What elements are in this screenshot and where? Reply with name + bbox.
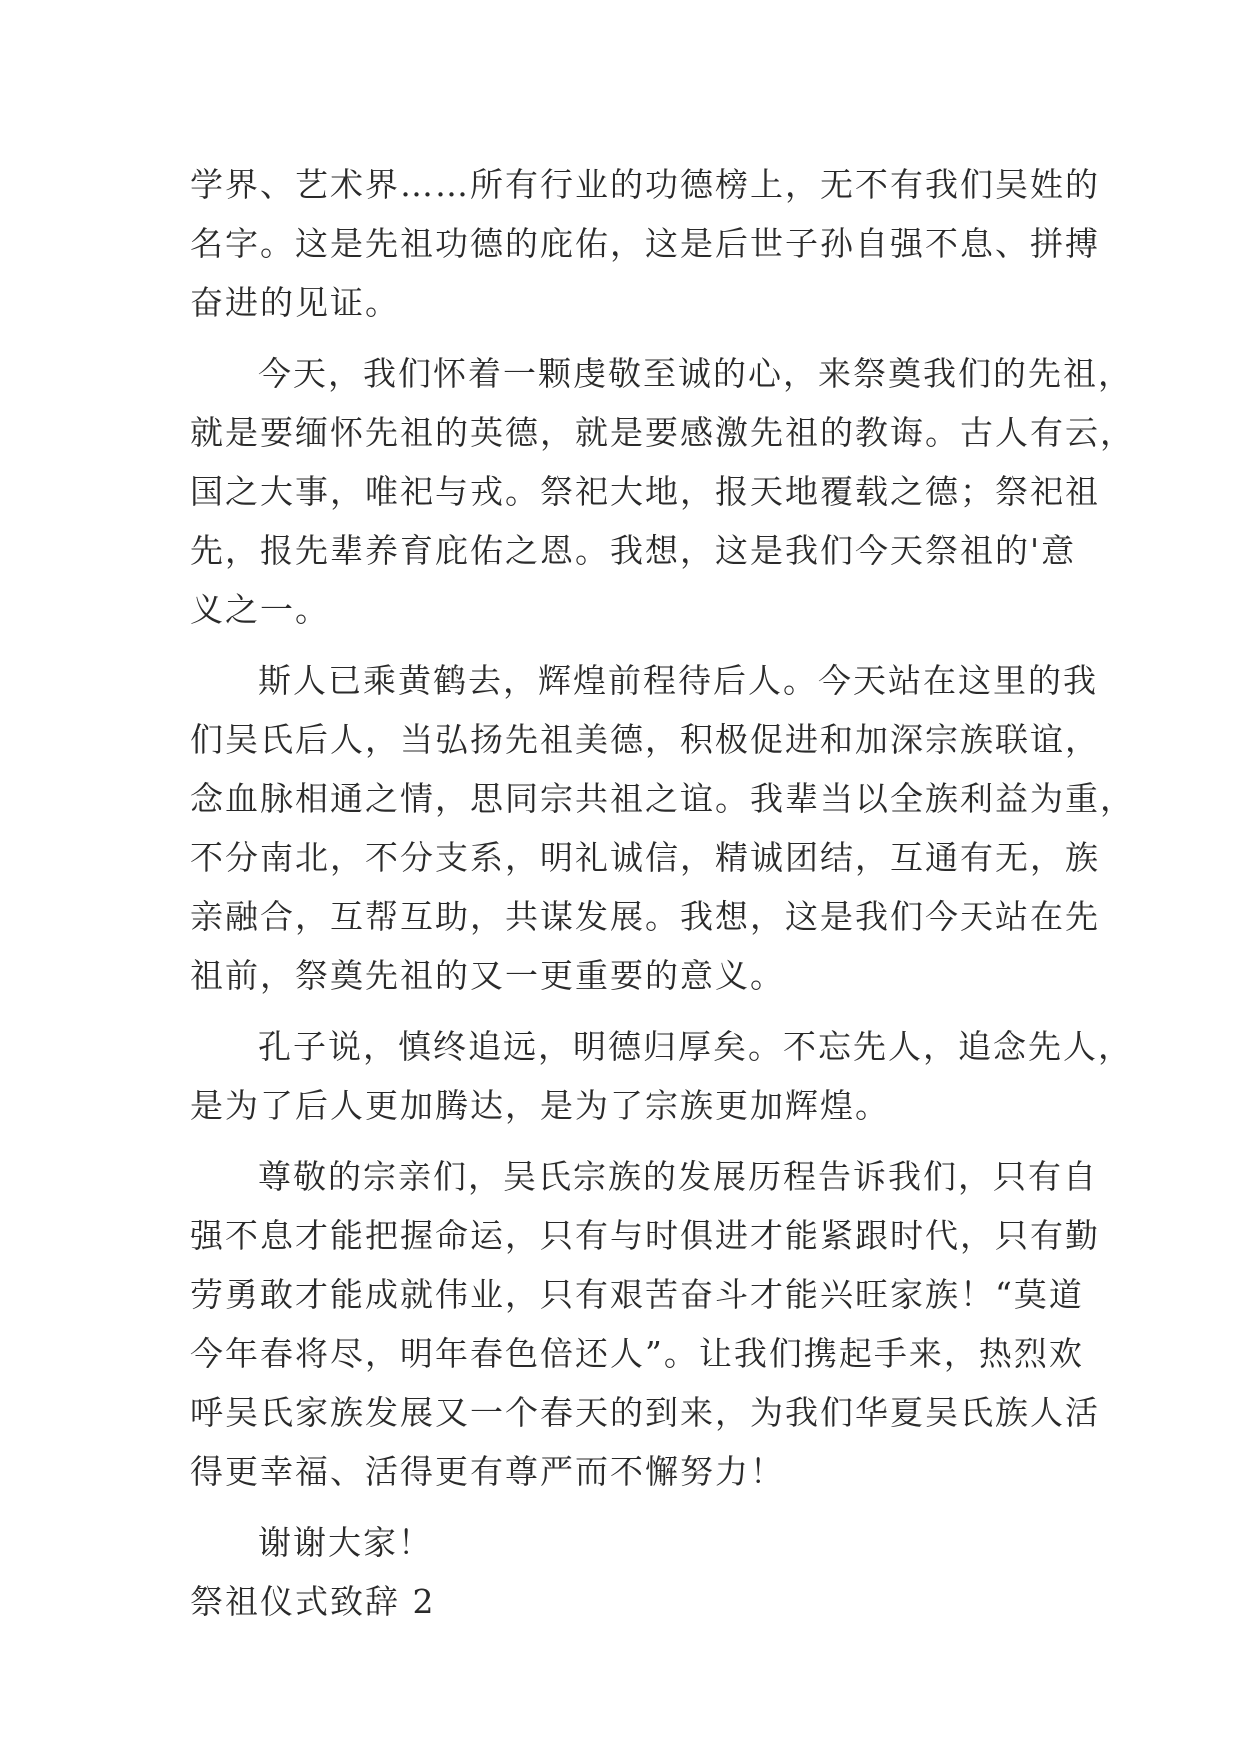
text-line: 就是要缅怀先祖的英德，就是要感激先祖的教诲。古人有云， [190,413,1135,452]
text-line: 孔子说，慎终追远，明德归厚矣。不忘先人，追念先人， [258,1027,1133,1066]
text-line: 祖前，祭奠先祖的又一更重要的意义。 [190,956,785,995]
section-heading: 祭祖仪式致辞 2 [190,1582,436,1621]
text-line: 奋进的见证。 [190,283,400,322]
text-line: 念血脉相通之情，思同宗共祖之谊。我辈当以全族利益为重， [190,779,1135,818]
document-body [190,155,1135,1631]
paragraph-6 [190,1513,1070,1572]
text-line: 劳勇敢才能成就伟业，只有艰苦奋斗才能兴旺家族！“莫道 [190,1275,1084,1314]
text-line: 斯人已乘黄鹤去，辉煌前程待后人。今天站在这里的我 [258,661,1098,700]
paragraph-5 [190,1147,1100,1501]
paragraph-3 [190,651,1135,1005]
text-line: 不分南北，不分支系，明礼诚信，精诚团结，互通有无，族 [190,838,1100,877]
text-line: 先，报先辈养育庇佑之恩。我想，这是我们今天祭祖的'意 [190,531,1077,570]
text-line: 得更幸福、活得更有尊严而不懈努力！ [190,1452,785,1491]
text-line: 名字。这是先祖功德的庇佑，这是后世子孙自强不息、拼搏 [190,224,1100,263]
text-line: 亲融合，互帮互助，共谋发展。我想，这是我们今天站在先 [190,897,1100,936]
text-line: 尊敬的宗亲们，吴氏宗族的发展历程告诉我们，只有自 [258,1157,1098,1196]
paragraph-4 [190,1017,1133,1135]
text-line: 呼吴氏家族发展又一个春天的到来，为我们华夏吴氏族人活 [190,1393,1100,1432]
paragraph-1 [190,155,1100,332]
text-line: 是为了后人更加腾达，是为了宗族更加辉煌。 [190,1086,890,1125]
text-line: 们吴氏后人，当弘扬先祖美德，积极促进和加深宗族联谊， [190,720,1100,759]
text-line: 谢谢大家！ [258,1523,433,1562]
text-line: 今年春将尽，明年春色倍还人”。让我们携起手来，热烈欢 [190,1334,1084,1373]
text-line: 强不息才能把握命运，只有与时俱进才能紧跟时代，只有勤 [190,1216,1100,1255]
text-line: 学界、艺术界……所有行业的功德榜上，无不有我们吴姓的 [190,165,1100,204]
text-line: 国之大事，唯祀与戎。祭祀大地，报天地覆载之德；祭祀祖 [190,472,1100,511]
text-line: 义之一。 [190,590,330,629]
paragraph-2 [190,344,1135,639]
text-line: 今天，我们怀着一颗虔敬至诚的心，来祭奠我们的先祖， [258,354,1133,393]
